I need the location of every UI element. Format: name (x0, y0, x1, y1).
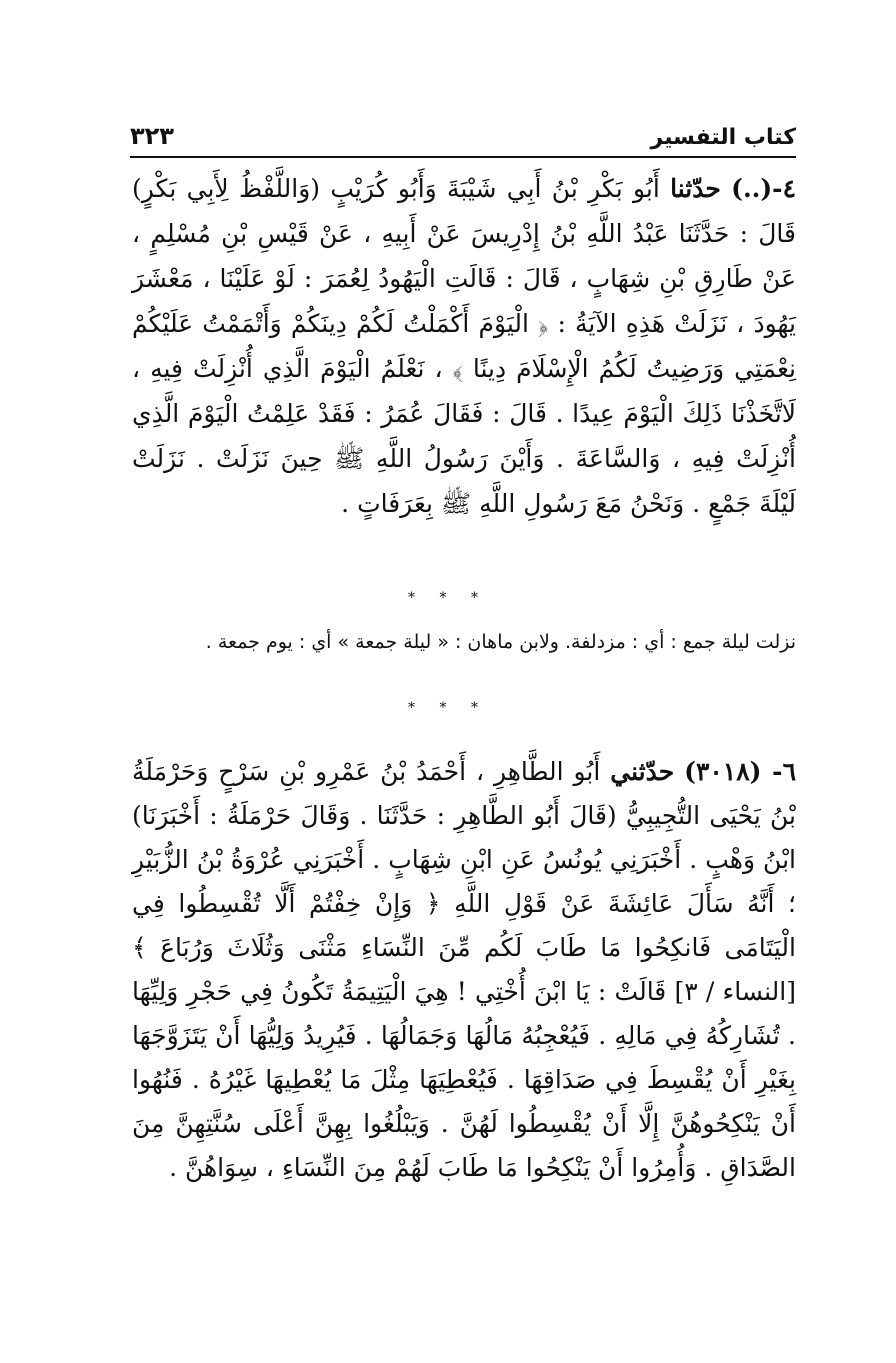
note-text: نزلت ليلة جمع : أي : مزدلفة. ولابن ماهان : « ليلة جمعة » أي : يوم جمعة . (205, 631, 796, 653)
hadith-text: أَبُو بَكْرِ بْنُ أَبِي شَيْبَةَ وَأَبُو كُرَيْبٍ (وَاللَّفْظُ لِأَبِي بَكْرٍ) قَالَ : حَدَّثَنَا عَبْدُ اللَّهِ بْنُ إِدْرِيسَ عَنْ أَبِيهِ ، عَنْ قَيْسِ بْنِ مُسْلِمٍ ، عَنْ طَارِقِ بْنِ شِهَابٍ ، قَالَ : قَالَتِ الْيَهُودُ لِعُمَرَ : لَوْ عَلَيْنَا ، مَعْشَرَ يَهُودَ ، نَزَلَتْ هَذِهِ الآيَةُ : ﴿ الْيَوْمَ أَكْمَلْتُ لَكُمْ دِينَكُمْ وَأَتْمَمْتُ عَلَيْكُمْ نِعْمَتِي وَرَضِيتُ لَكُمُ الْإِسْلَامَ دِينًا ﴾ ، نَعْلَمُ الْيَوْمَ الَّذِي أُنْزِلَتْ فِيهِ ، لَاتَّخَذْنَا ذَلِكَ الْيَوْمَ عِيدًا . قَالَ : فَقَالَ عُمَرُ : فَقَدْ عَلِمْتُ الْيَوْمَ الَّذِي أُنْزِلَتْ فِيهِ ، وَالسَّاعَةَ . وَأَيْنَ رَسُولُ اللَّهِ ﷺ حِينَ نَزَلَتْ . نَزَلَتْ لَيْلَةَ جَمْعٍ . وَنَحْنُ مَعَ رَسُولِ اللَّهِ ﷺ بِعَرَفَاتٍ . (132, 174, 796, 518)
hadith-text: أَبُو الطَّاهِرِ ، أَحْمَدُ بْنُ عَمْرِو بْنِ سَرْحٍ وَحَرْمَلَةُ بْنُ يَحْيَى التُّجِيبِيُّ (قَالَ أَبُو الطَّاهِرِ : حَدَّثَنَا . وَقَالَ حَرْمَلَةُ : أَخْبَرَنَا) ابْنُ وَهْبٍ . أَخْبَرَنِي يُونُسُ عَنِ ابْنِ شِهَابٍ . أَخْبَرَنِي عُرْوَةُ بْنُ الزُّبَيْرِ ؛ أَنَّهُ سَأَلَ عَائِشَةَ عَنْ قَوْلِ اللَّهِ ﴿ وَإِنْ خِفْتُمْ أَلَّا تُقْسِطُوا فِي الْيَتَامَى فَانكِحُوا مَا طَابَ لَكُم مِّنَ النِّسَاءِ مَثْنَى وَثُلَاثَ وَرُبَاعَ ﴾ [النساء / ٣] قَالَتْ : يَا ابْنَ أُخْتِي ! هِيَ الْيَتِيمَةُ تَكُونُ فِي حَجْرِ وَلِيِّهَا . تُشَارِكُهُ فِي مَالِهِ . فَيُعْجِبُهُ مَالُهَا وَجَمَالُهَا . فَيُرِيدُ وَلِيُّهَا أَنْ يَتَزَوَّجَهَا بِغَيْرِ أَنْ يُقْسِطَ فِي صَدَاقِهَا . فَيُعْطِيَهَا مِثْلَ مَا يُعْطِيهَا غَيْرُهُ . فَنُهُوا أَنْ يَنْكِحُوهُنَّ إِلَّا أَنْ يُقْسِطُوا لَهُنَّ . وَيَبْلُغُوا بِهِنَّ أَعْلَى سُنَّتِهِنَّ مِنَ الصَّدَاقِ . وَأُمِرُوا أَنْ يَنْكِحُوا مَا طَابَ لَهُمْ مِنَ النِّسَاءِ ، سِوَاهُنَّ . (132, 757, 796, 1182)
hadith-paragraph (132, 750, 796, 1190)
hadith-number: ٤-(..) (731, 174, 796, 203)
section-separator (0, 700, 896, 716)
commentary-note (132, 622, 796, 662)
separator-stars: * * * (408, 590, 488, 606)
page-header (130, 110, 796, 158)
page-number: ٣٢٣ (130, 122, 174, 150)
hadith-number: ٦- (٣٠١٨) (684, 757, 796, 786)
separator-stars: * * * (408, 700, 488, 716)
narration-marker: حدّثنا (670, 174, 721, 203)
running-title: كتاب التفسير (650, 125, 796, 150)
section-separator (0, 590, 896, 606)
hadith-paragraph (132, 166, 796, 526)
narration-marker: حدّثني (610, 757, 675, 786)
